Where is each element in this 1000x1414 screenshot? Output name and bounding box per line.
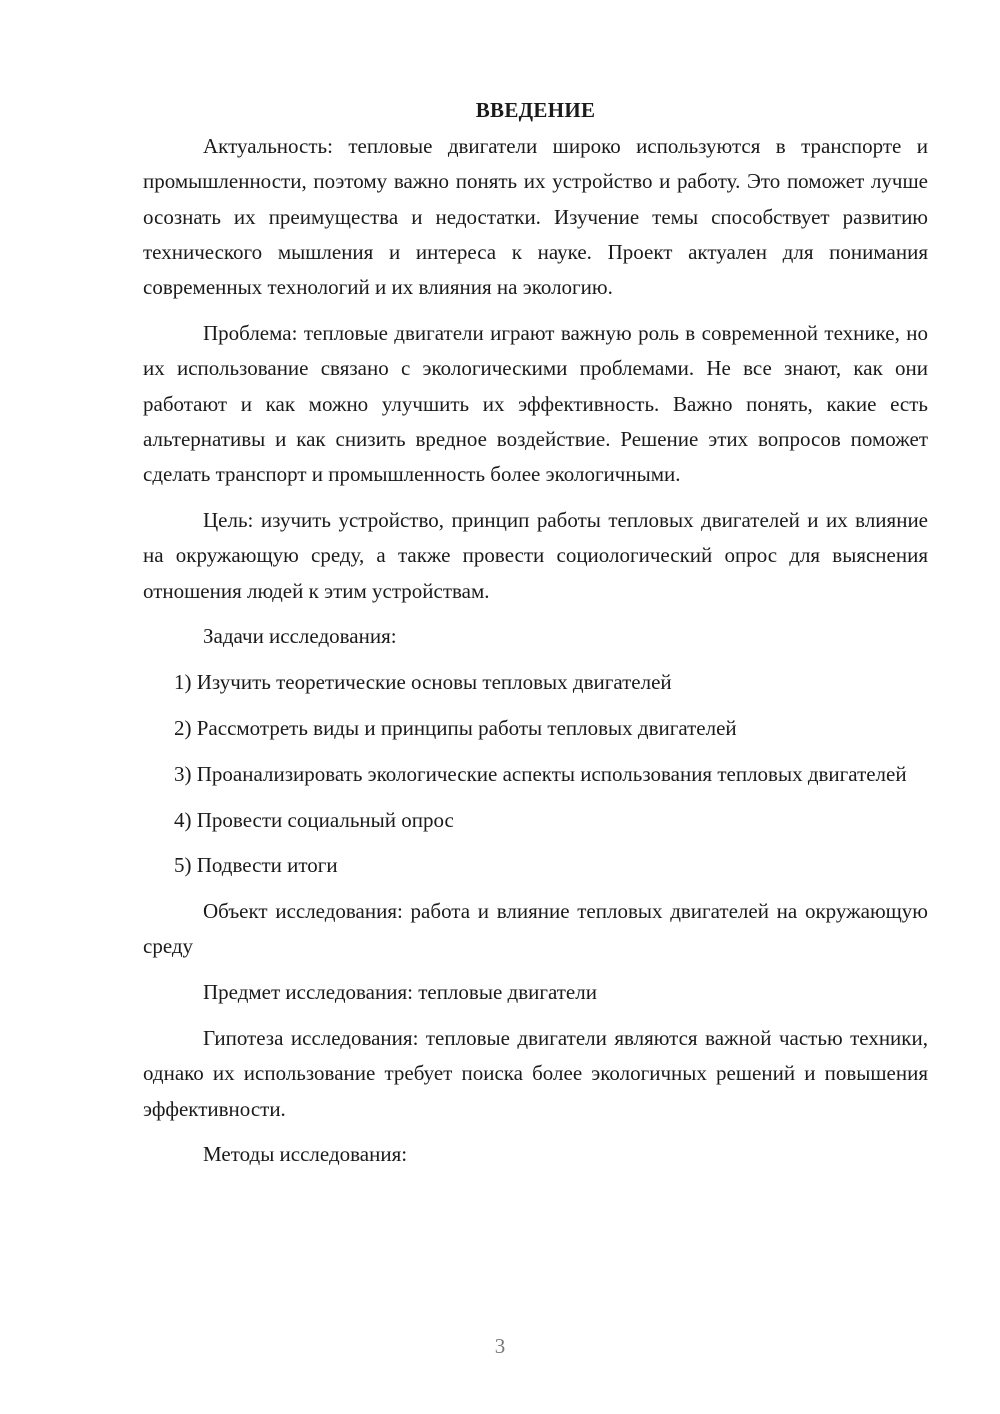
paragraph-hypothesis: Гипотеза исследования: тепловые двигатели являются важной частью техники, однако их использование требует поиска более экологичных решений и повышения эффективности. xyxy=(143,1026,928,1121)
paragraph-tasks-heading: Задачи исследования: xyxy=(203,624,397,649)
page-title: ВВЕДЕНИЕ xyxy=(475,98,596,122)
paragraph-subject: Предмет исследования: тепловые двигатели xyxy=(203,980,597,1005)
task-list-item-5: 5) Подвести итоги xyxy=(174,853,338,878)
paragraph-relevance: Актуальность: тепловые двигатели широко используются в транспорте и промышленности, поэтому важно понять их устройство и работу. Это поможет лучше осознать их преимущества и недостатки. Изучение темы способствует развитию технического мышления и интереса к науке. Проект актуален для понимания современных технологий и их влияния на экологию. xyxy=(143,134,928,300)
paragraph-problem: Проблема: тепловые двигатели играют важную роль в современной технике, но их использование связано с экологическими проблемами. Не все знают, как они работают и как можно улучшить их эффективность. Важно понять, какие есть альтернативы и как снизить вредное воздействие. Решение этих вопросов поможет сделать транспорт и промышленность более экологичными. xyxy=(143,320,928,487)
task-list-item-2: 2) Рассмотреть виды и принципы работы тепловых двигателей xyxy=(174,715,737,740)
paragraph-methods: Методы исследования: xyxy=(203,1142,408,1167)
paragraph-object: Объект исследования: работа и влияние тепловых двигателей на окружающую среду xyxy=(143,899,928,959)
task-list-item-4: 4) Провести социальный опрос xyxy=(174,807,454,832)
task-list-item-1: 1) Изучить теоретические основы тепловых двигателей xyxy=(174,670,672,695)
paragraph-goal: Цель: изучить устройство, принцип работы тепловых двигателей и их влияние на окружающую среду, а также провести социологический опрос для выяснения отношения людей к этим устройствам. xyxy=(143,507,928,603)
task-list-item-3: 3) Проанализировать экологические аспекты использования тепловых двигателей xyxy=(174,761,907,786)
document-page xyxy=(143,95,928,1183)
page-number: 3 xyxy=(494,1334,506,1358)
